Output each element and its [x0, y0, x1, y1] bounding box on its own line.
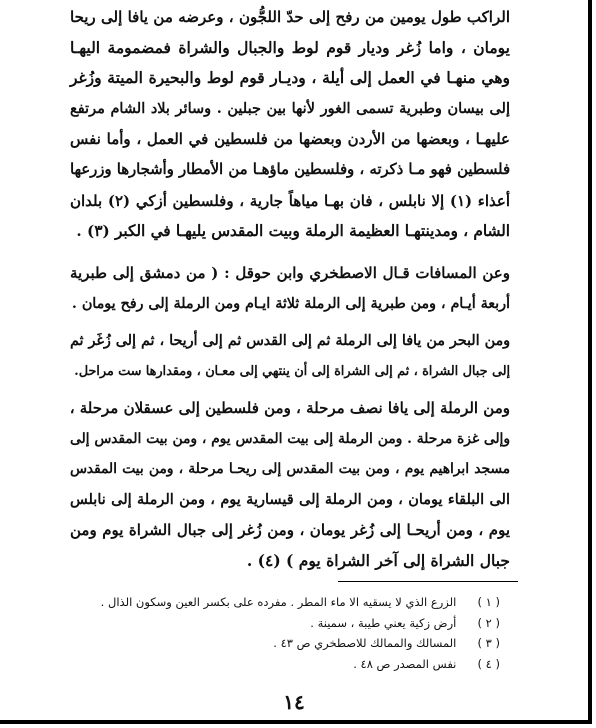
text-line: مسجد ابراهيم يوم ، ومن بيت المقدس إلى ريحـا مرحلة ، ومن بيت المقدس	[70, 461, 510, 478]
text-line: الى البلقاء يومان ، ومن الرملة إلى قيسارية يوم ، ومن الرملة إلى نابلس	[70, 490, 510, 508]
text-line: إلى بيسان وطبرية تسمى الغور لأنها بين جبلين . وسائر بلاد الشام مرتفع	[70, 99, 510, 117]
footnote-2	[80, 613, 500, 634]
footnote-number: ( ٢ )	[477, 615, 500, 630]
footnote-1	[80, 592, 500, 613]
text-line: ومن الرملة إلى يافا نصف مرحلة ، ومن فلسطين إلى عسقلان مرحلة ،	[69, 399, 510, 417]
text-line: فلسطين فهو مـا ذكرته ، وفلسطين ماؤهـا من الأمطار وأشجارها وزرعها	[70, 160, 510, 178]
footnote-number: ( ٣ )	[477, 636, 500, 650]
footnote-text: نفس المصدر ص ٤٨ .	[353, 656, 457, 671]
text-line: ومن البحر من يافا إلى الرملة ثم إلى القدس ثم إلى أريحا ، ثم إلى زُغَر ثم	[70, 333, 510, 349]
text-line: عليهـا ، وبعضها من الأردن وبعضها من فلسطين في العمل ، وأما نفس	[70, 130, 510, 149]
paragraph-4	[70, 393, 510, 577]
text-line: الراكب طول يومين من رفح إلى حدّ اللجُّون ، وعرضه من يافا إلى ريحا	[70, 8, 510, 26]
paragraph-3	[70, 326, 510, 387]
text-line: أعذاء (١) إلا نابلس ، فان بهـا مياهاً جارية ، وفلسطين أزكي (٢) بلدان	[70, 191, 511, 210]
footnote-divider	[338, 581, 518, 582]
text-line: وعن المسافات قـال الاصطخري وابن حوقل : ( من دمشق إلى طبرية	[70, 264, 510, 282]
text-line: جبال الشراة إلى آخر الشراة يوم ) (٤) .	[246, 550, 510, 570]
footnote-number: ( ٤ )	[477, 656, 500, 671]
footnote-number: ( ١ )	[477, 595, 500, 609]
text-line: إلى جبال الشراة ، ثم إلى الشراة إلى أن ينتهي إلى معـان ، ومقدارها ست مراحل.	[74, 363, 510, 379]
text-line: يومان ، واما زُغر وديار قوم لوط والجبال والشراة فمضمومة اليهـا	[70, 37, 510, 57]
footnote-3	[80, 633, 500, 654]
text-line: وإلى غزة مرحلة . ومن الرملة إلى بيت المقدس يوم ، ومن بيت المقدس إلى	[70, 430, 510, 447]
page-number: ١٤	[283, 690, 305, 714]
footnote-text: الزرع الذي لا يسقيه الا ماء المطر . مفرده على بكسر العين وسكون الذال .	[100, 595, 457, 609]
text-line: يوم ، ومن أريحـا إلى زُغر يومان ، ومن زُغر إلى جبال الشراة يوم ومن	[70, 521, 510, 540]
paragraph-2	[70, 258, 510, 319]
text-line: الشام ، ومدينتهـا العظيمة الرملة وبيت المقدس يليهـا في الكبر (٣) .	[76, 222, 510, 241]
footnotes	[80, 592, 500, 674]
text-line: أربعة أيـام ، ومن طبرية إلى الرملة ثلاثة ايـام ومن الرملة إلى رفح يومان .	[71, 295, 510, 312]
paragraph-1	[70, 2, 510, 247]
footnote-text: المسالك والممالك للاصطخري ص ٤٣ .	[273, 636, 457, 650]
footnote-4	[80, 654, 500, 675]
text-line: وهي منهـا في العمل إلى أيلة ، وديـار قوم لوط والبحيرة الميتة وزُغر	[70, 68, 510, 88]
footnote-text: أرض زكية يعني طيبة ، سمينة .	[310, 615, 457, 630]
